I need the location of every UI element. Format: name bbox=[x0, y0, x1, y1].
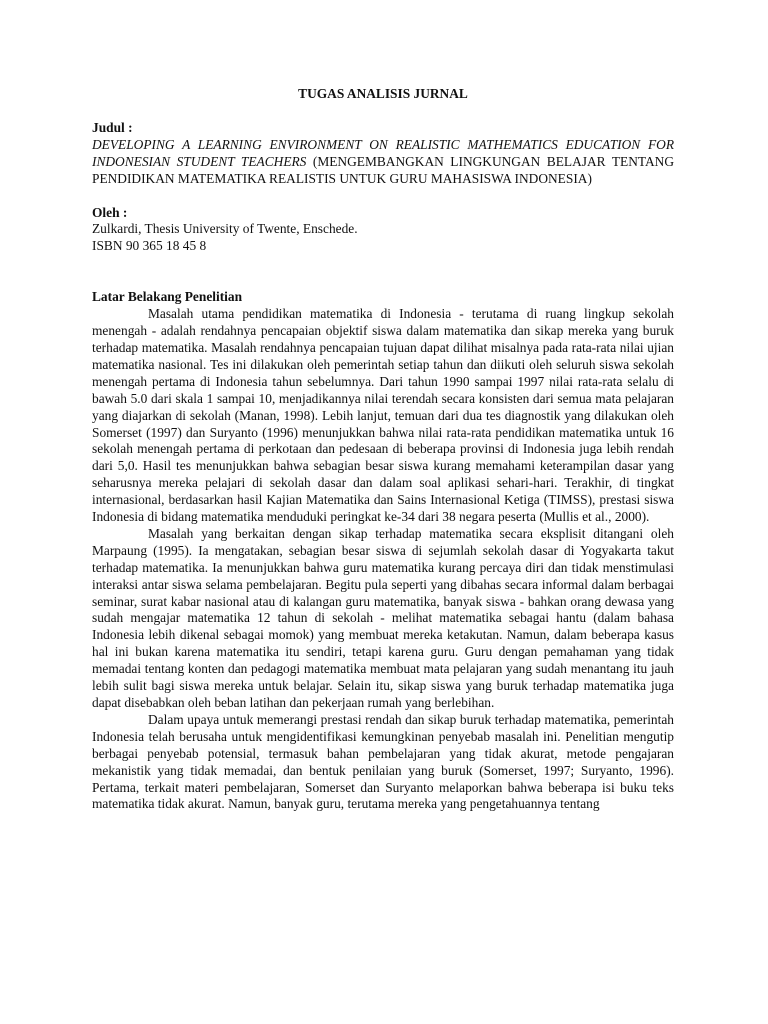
isbn-line: ISBN 90 365 18 45 8 bbox=[92, 238, 207, 254]
journal-title-english: DEVELOPING A LEARNING ENVIRONMENT ON REALISTIC MATHEMATICS EDUCATION FOR INDONESIAN STUDENT TEACHERS bbox=[92, 136, 674, 169]
paragraph-1: Masalah utama pendidikan matematika di Indonesia - terutama di ruang lingkup sekolah menengah - adalah rendahnya pencapaian objektif siswa dalam matematika dan sikap mereka yang buruk terhadap matematika. Masalah rendahnya pencapaian tujuan dapat dilihat misalnya pada rata-rata nilai ujian matematika nasional. Tes ini dilakukan oleh pemerintah setiap tahun dan diikuti oleh seluruh siswa sekolah menengah pertama di Indonesia tahun sebelumnya. Dari tahun 1990 sampai 1997 nilai rata-rata selalu di bawah 5.0 dari skala 1 sampai 10, menjadikannya nilai terendah secara konsisten dari semua mata pelajaran yang diajarkan di sekolah (Manan, 1998). Lebih lanjut, temuan dari dua tes diagnostik yang dilakukan oleh Somerset (1997) dan Suryanto (1996) menunjukkan bahwa nilai rata-rata pendidikan matematika untuk 16 sekolah menengah pertama di perkotaan dan pedesaan di beberapa provinsi di Indonesia juga lebih rendah dari 5,0. Hasil tes menunjukkan bahwa sebagian besar siswa kurang memahami keterampilan dasar yang seharusnya mereka pelajari di sekolah dasar dan dalam soal aplikasi sehari-hari. Terakhir, di tingkat internasional, berdasarkan hasil Kajian Matematika dan Sains Internasional Ketiga (TIMSS), prestasi siswa Indonesia di bidang matematika menduduki peringkat ke-34 dari 38 negara peserta (Mullis et al., 2000). bbox=[92, 306, 674, 525]
journal-title bbox=[92, 137, 674, 188]
judul-label: Judul : bbox=[92, 119, 133, 135]
journal-title-indonesian: (MENGEMBANGKAN LINGKUNGAN BELAJAR TENTANG PENDIDIKAN MATEMATIKA REALISTIS UNTUK GURU MAHASISWA INDONESIA) bbox=[92, 153, 674, 186]
document-title: TUGAS ANALISIS JURNAL bbox=[298, 86, 468, 101]
document-page bbox=[92, 86, 674, 813]
oleh-label: Oleh : bbox=[92, 204, 128, 220]
section-spacer bbox=[92, 255, 674, 289]
paragraph-3: Dalam upaya untuk memerangi prestasi rendah dan sikap buruk terhadap matematika, pemerintah Indonesia telah berusaha untuk mengidentifikasi kemungkinan penyebab masalah ini. Penelitian mengutip berbagai penyebab potensial, termasuk bahan pembelajaran yang tidak akurat, metode pengajaran mekanistik yang tidak memadai, dan bentuk penilaian yang buruk (Somerset, 1997; Suryanto, 1996). Pertama, terkait materi pembelajaran, Somerset dan Suryanto melaporkan bahwa beberapa isi buku teks matematika tidak akurat. Namun, banyak guru, terutama mereka yang pengetahuannya tentang bbox=[92, 711, 674, 812]
section-heading: Latar Belakang Penelitian bbox=[92, 289, 243, 305]
author-line: Zulkardi, Thesis University of Twente, Enschede. bbox=[92, 221, 358, 237]
paragraph-2: Masalah yang berkaitan dengan sikap terhadap matematika secara eksplisit ditangani oleh Marpaung (1995). Ia mengatakan, sebagian besar siswa di sejumlah sekolah dasar di Yogyakarta takut terhadap matematika. Ia menunjukkan bahwa guru matematika kurang percaya diri dan tidak menstimulasi interaksi antar siswa selama pembelajaran. Begitu pula seperti yang dibahas secara informal dalam berbagai seminar, surat kabar nasional atau di kalangan guru matematika, banyak siswa - bahkan orang dewasa yang sudah mengajar matematika 12 tahun di sekolah - melihat matematika sebagai hantu (dalam bahasa Indonesia lebih dikenal sebagai momok) yang membuat mereka ketakutan. Namun, dalam beberapa kasus hal ini bukan karena matematika itu sendiri, tetapi karena guru. Guru dengan pemahaman yang tidak memadai tentang konten dan pedagogi matematika membuat mata pelajaran yang sudah menantang itu jauh lebih sulit bagi siswa mereka untuk belajar. Selain itu, sikap siswa yang buruk terhadap matematika juga dapat disebabkan oleh beban latihan dan pekerjaan rumah yang berlebihan. bbox=[92, 525, 674, 710]
